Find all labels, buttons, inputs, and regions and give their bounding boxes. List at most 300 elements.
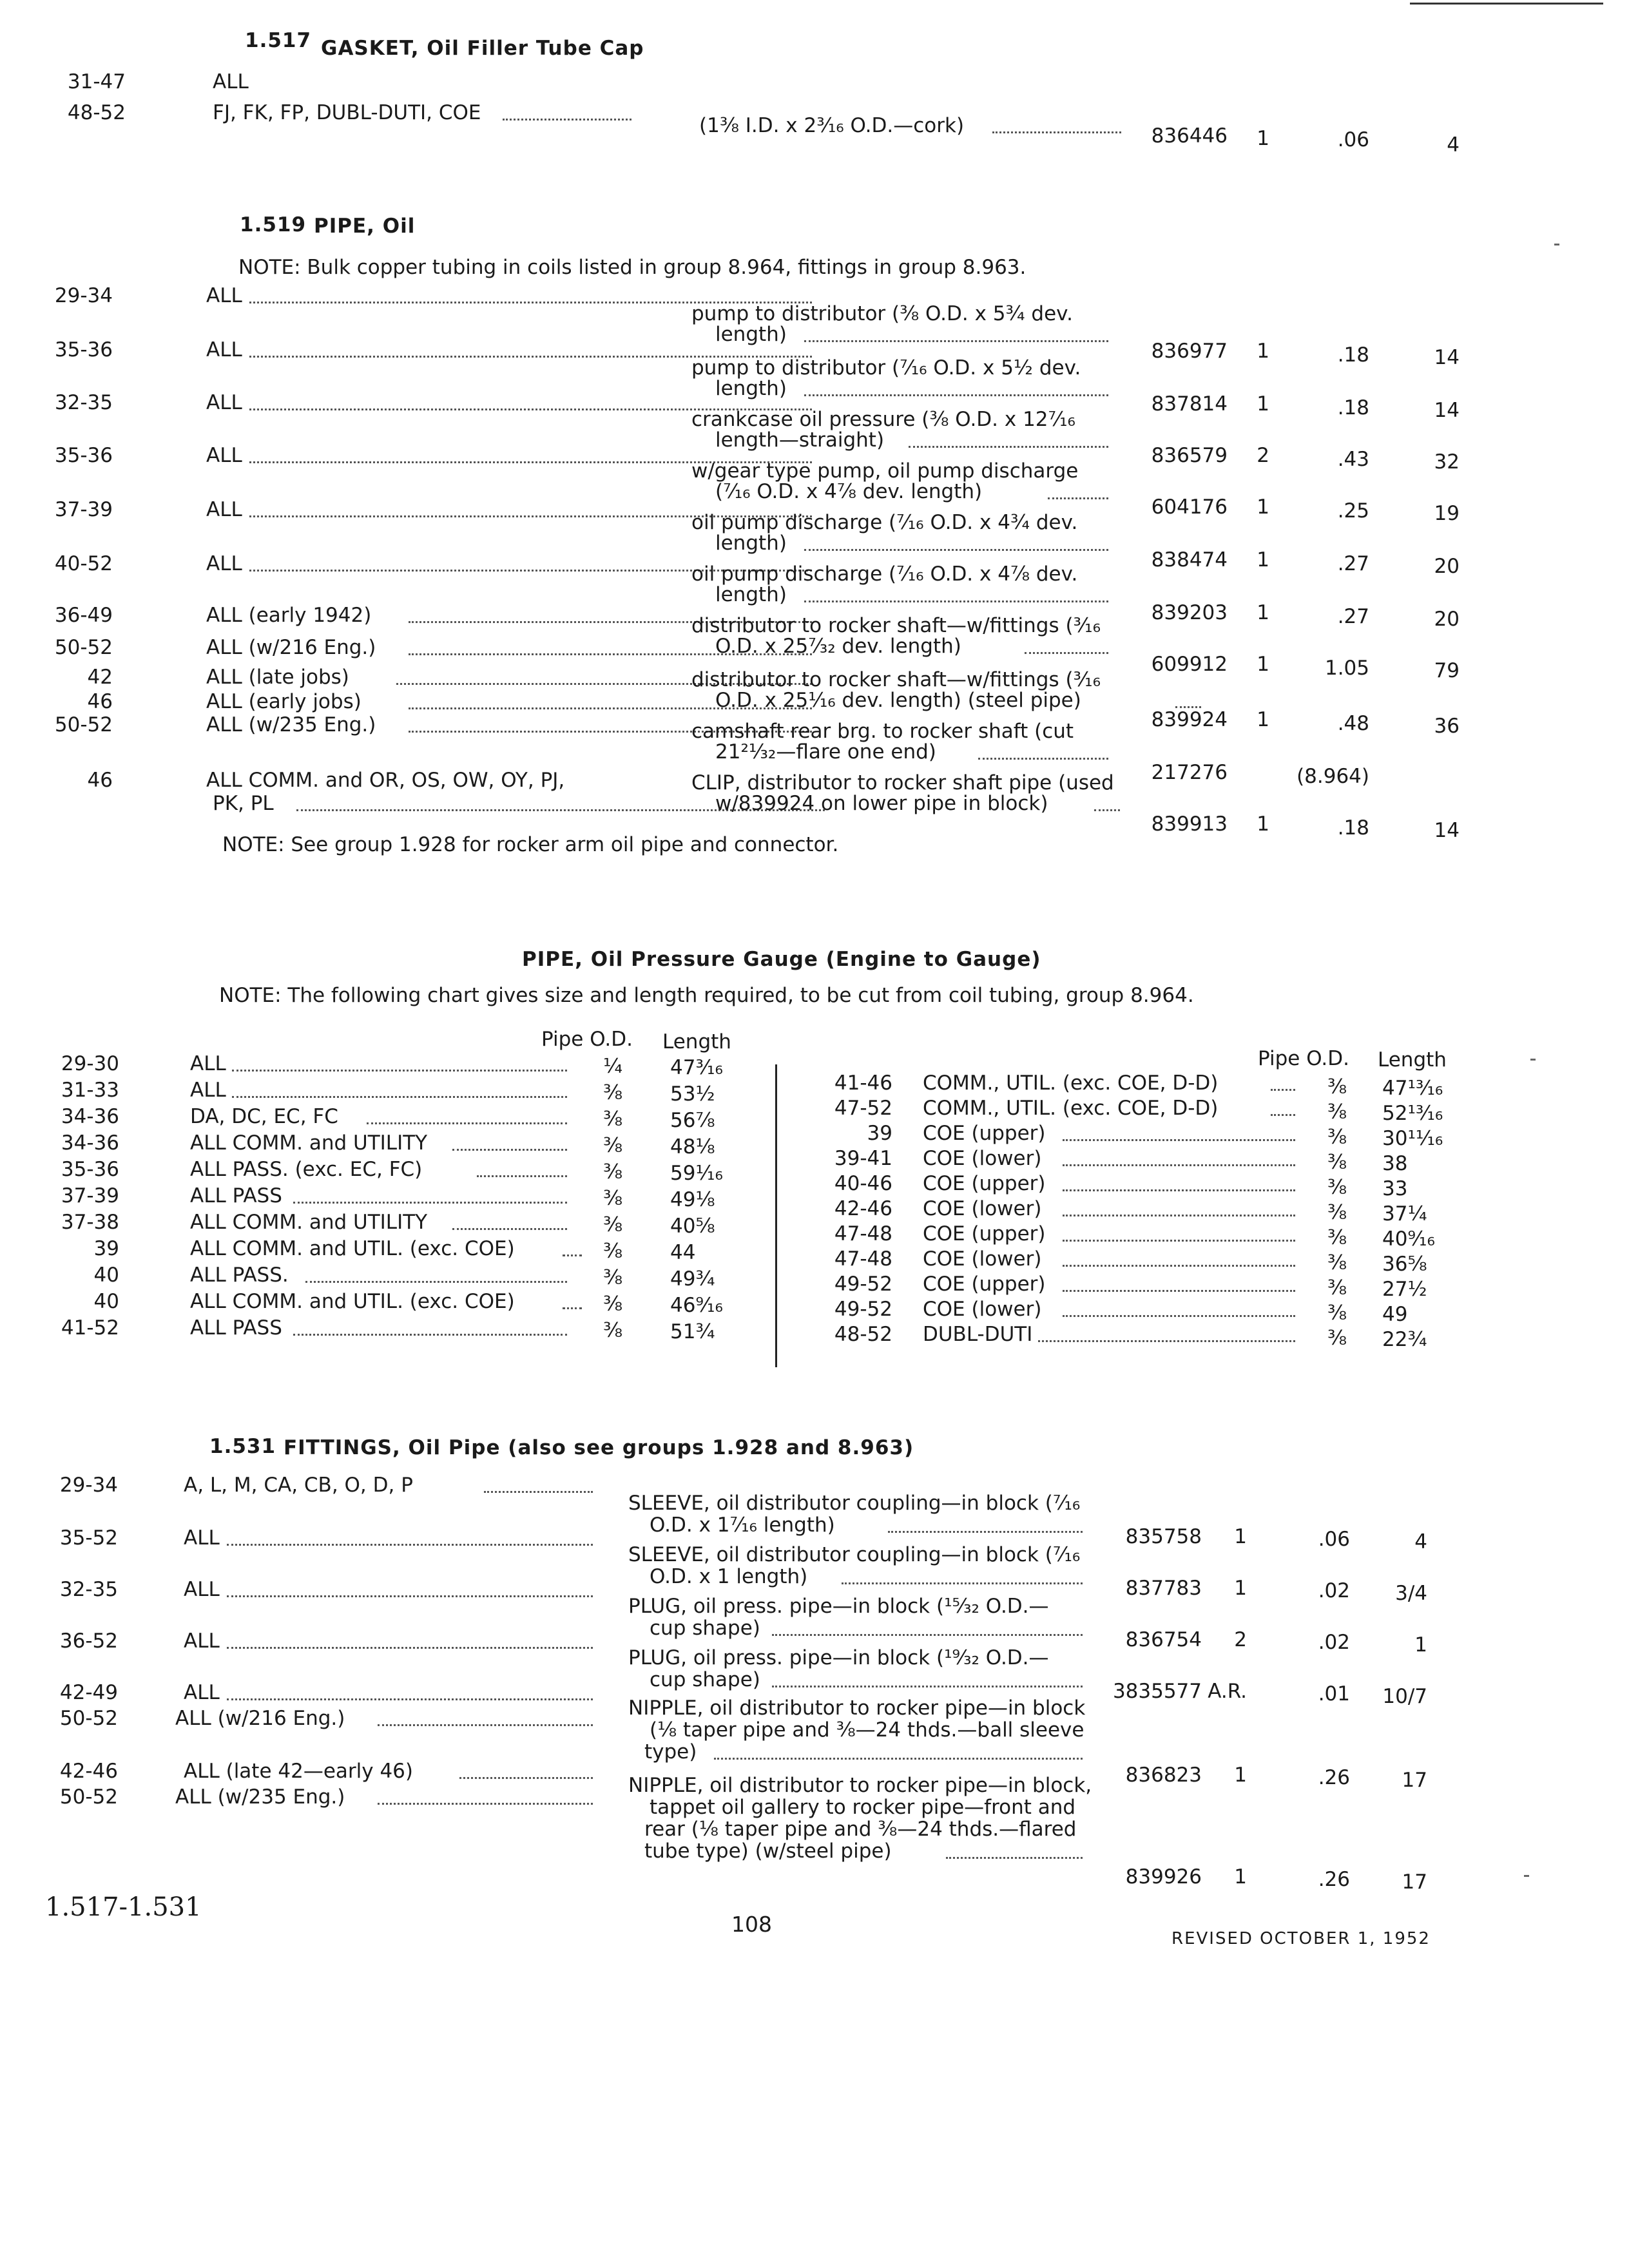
row-description: pump to distributor (⁷⁄₁₆ O.D. x 5½ dev. xyxy=(691,356,1081,380)
row-models: ALL xyxy=(184,1629,220,1653)
row-description: O.D. x 25⁷⁄₃₂ dev. length) xyxy=(715,635,961,658)
row-models: ALL xyxy=(206,338,242,361)
row-years: 41-52 xyxy=(61,1316,119,1340)
row-description: crankcase oil pressure (⅜ O.D. x 12⁷⁄₁₆ xyxy=(691,408,1075,431)
row-pipe-od: ⅜ xyxy=(1327,1226,1347,1249)
section-title: GASKET, Oil Filler Tube Cap xyxy=(321,37,644,60)
row-length: 37¼ xyxy=(1382,1202,1427,1225)
section-number: 1.517 xyxy=(245,29,312,52)
dot-leader xyxy=(842,1582,1083,1584)
section-number: 1.531 xyxy=(209,1435,276,1458)
row-part-number: 839913 xyxy=(1151,812,1228,836)
column-header-length: Length xyxy=(662,1030,731,1053)
row-models: ALL xyxy=(184,1578,220,1601)
row-price: .25 xyxy=(1337,499,1369,523)
row-quantity: 1 xyxy=(1257,708,1269,731)
row-description: O.D. x 1⁷⁄₁₆ length) xyxy=(650,1514,835,1537)
row-description: length) xyxy=(715,583,787,606)
row-description: camshaft rear brg. to rocker shaft (cut xyxy=(691,720,1074,743)
row-years: 47-48 xyxy=(834,1222,892,1245)
row-price: 1.05 xyxy=(1324,657,1369,680)
dot-leader xyxy=(563,1307,582,1309)
row-years: 35-36 xyxy=(54,444,113,467)
dot-leader xyxy=(804,340,1108,342)
dot-leader xyxy=(503,119,631,120)
dot-leader xyxy=(992,131,1121,133)
row-pipe-od: ⅜ xyxy=(1327,1100,1347,1124)
row-pipe-od: ⅜ xyxy=(1327,1251,1347,1274)
row-years: 36-49 xyxy=(54,604,113,627)
row-code: 17 xyxy=(1402,1870,1427,1894)
row-part-number: 3835577 xyxy=(1112,1680,1202,1703)
top-rule xyxy=(1410,3,1603,5)
row-quantity: 1 xyxy=(1257,392,1269,416)
row-models: ALL (w/216 Eng.) xyxy=(206,636,376,659)
section-number: 1.519 xyxy=(240,213,307,236)
row-part-number: 839924 xyxy=(1151,708,1228,731)
row-description: cup shape) xyxy=(650,1668,760,1691)
dot-leader xyxy=(1048,497,1108,499)
row-years: 35-52 xyxy=(59,1526,118,1550)
row-price: .48 xyxy=(1337,712,1369,735)
row-models: A, L, M, CA, CB, O, D, P xyxy=(184,1474,413,1497)
dot-leader xyxy=(909,446,1108,448)
row-price: .02 xyxy=(1318,1579,1350,1602)
row-length: 22¾ xyxy=(1382,1328,1427,1351)
row-part-number: 839203 xyxy=(1151,601,1228,624)
dot-leader xyxy=(888,1531,1083,1533)
row-length: 47¹³⁄₁₆ xyxy=(1382,1077,1443,1100)
row-part-number: 837814 xyxy=(1151,392,1228,416)
row-price: .18 xyxy=(1337,343,1369,367)
row-models: ALL xyxy=(213,70,249,93)
row-part-number: 609912 xyxy=(1151,653,1228,676)
row-description: rear (⅛ taper pipe and ⅜—24 thds.—flared xyxy=(644,1818,1077,1841)
row-length: 59¹⁄₁₆ xyxy=(670,1162,723,1185)
dot-leader xyxy=(459,1777,593,1779)
row-group-reference: (8.964) xyxy=(1296,765,1369,788)
row-length: 27½ xyxy=(1382,1278,1427,1301)
dot-leader xyxy=(452,1228,567,1230)
row-pipe-od: ⅜ xyxy=(602,1213,622,1236)
row-pipe-od: ¼ xyxy=(602,1055,622,1078)
row-quantity: 1 xyxy=(1234,1763,1247,1787)
row-years: 42-49 xyxy=(59,1681,118,1704)
row-years: 48-52 xyxy=(67,101,126,124)
row-price: .27 xyxy=(1337,552,1369,575)
row-quantity: 2 xyxy=(1234,1628,1247,1651)
row-quantity: 1 xyxy=(1257,812,1269,836)
scan-speck xyxy=(1530,1059,1536,1061)
row-models: ALL xyxy=(190,1052,226,1075)
row-part-number: 836754 xyxy=(1125,1628,1202,1651)
row-description: CLIP, distributor to rocker shaft pipe (used xyxy=(691,771,1114,794)
row-quantity: 1 xyxy=(1257,601,1269,624)
row-pipe-od: ⅜ xyxy=(1327,1327,1347,1350)
row-description: NIPPLE, oil distributor to rocker pipe—in block, xyxy=(628,1774,1092,1797)
row-models: ALL COMM. and OR, OS, OW, OY, PJ, xyxy=(206,769,565,792)
row-part-number: 836977 xyxy=(1151,340,1228,363)
row-description: length) xyxy=(715,377,787,400)
row-years: 29-34 xyxy=(59,1474,118,1497)
row-code: 20 xyxy=(1434,608,1460,631)
row-models: ALL xyxy=(206,284,242,307)
dot-leader xyxy=(804,601,1108,602)
row-description: w/gear type pump, oil pump discharge xyxy=(691,459,1079,483)
row-description: (⁷⁄₁₆ O.D. x 4⅞ dev. length) xyxy=(715,480,983,503)
dot-leader xyxy=(484,1491,593,1493)
dot-leader xyxy=(1094,809,1120,811)
row-models: ALL xyxy=(184,1526,220,1550)
dot-leader xyxy=(227,1698,593,1700)
dot-leader xyxy=(563,1254,582,1256)
row-description: w/839924 on lower pipe in block) xyxy=(715,792,1048,815)
row-years: 47-52 xyxy=(834,1097,892,1120)
column-header-length: Length xyxy=(1378,1048,1447,1072)
row-length: 38 xyxy=(1382,1152,1408,1175)
dot-leader xyxy=(1063,1265,1295,1267)
dot-leader xyxy=(232,1096,567,1098)
row-models: ALL xyxy=(206,552,242,575)
row-models: ALL COMM. and UTIL. (exc. COE) xyxy=(190,1290,515,1313)
dot-leader xyxy=(227,1595,593,1597)
row-code: 1 xyxy=(1414,1633,1427,1657)
row-length: 36⅝ xyxy=(1382,1253,1427,1276)
row-models: COE (upper) xyxy=(923,1172,1046,1195)
footer-revised-date: REVISED OCTOBER 1, 1952 xyxy=(1171,1929,1431,1948)
scan-speck xyxy=(1524,1875,1529,1877)
row-years: 29-34 xyxy=(54,284,113,307)
row-price: .06 xyxy=(1337,128,1369,151)
footer-page-number: 108 xyxy=(731,1912,772,1937)
section-note: NOTE: The following chart gives size and length required, to be cut from coil tubing, group 8.964. xyxy=(219,984,1194,1007)
row-part-number: 836823 xyxy=(1125,1763,1202,1787)
row-years: 37-39 xyxy=(54,498,113,521)
row-models: COMM., UTIL. (exc. COE, D-D) xyxy=(923,1097,1219,1120)
row-part-number: 217276 xyxy=(1151,761,1228,784)
row-models: COE (lower) xyxy=(923,1247,1042,1271)
row-description: oil pump discharge (⁷⁄₁₆ O.D. x 4⅞ dev. xyxy=(691,562,1078,586)
row-quantity: 1 xyxy=(1234,1577,1247,1600)
row-models: DUBL-DUTI xyxy=(923,1323,1033,1346)
row-pipe-od: ⅜ xyxy=(1327,1276,1347,1300)
row-length: 52¹³⁄₁₆ xyxy=(1382,1102,1443,1125)
column-header-pipe-od: Pipe O.D. xyxy=(541,1028,633,1051)
dot-leader xyxy=(1271,1114,1295,1116)
dot-leader xyxy=(1063,1215,1295,1216)
dot-leader xyxy=(305,1281,567,1283)
row-models: COE (upper) xyxy=(923,1222,1046,1245)
row-quantity: 1 xyxy=(1257,653,1269,676)
row-years: 50-52 xyxy=(59,1707,118,1730)
row-code: 36 xyxy=(1434,715,1460,738)
row-pipe-od: ⅜ xyxy=(602,1108,622,1131)
column-divider xyxy=(775,1064,777,1367)
row-description: O.D. x 25¹⁄₁₆ dev. length) (steel pipe) xyxy=(715,689,1081,712)
row-years: 32-35 xyxy=(54,391,113,414)
row-price: .27 xyxy=(1337,605,1369,628)
row-part-number: 835758 xyxy=(1125,1525,1202,1548)
dot-leader xyxy=(1063,1240,1295,1242)
row-description: tube type) (w/steel pipe) xyxy=(644,1840,892,1863)
row-years: 37-38 xyxy=(61,1211,119,1234)
row-description: PLUG, oil press. pipe—in block (¹⁵⁄₃₂ O.D.— xyxy=(628,1595,1049,1618)
column-header-pipe-od: Pipe O.D. xyxy=(1258,1047,1349,1070)
dot-leader xyxy=(477,1175,567,1177)
row-pipe-od: ⅜ xyxy=(1327,1126,1347,1149)
row-description: SLEEVE, oil distributor coupling—in block (⁷⁄₁₆ xyxy=(628,1543,1081,1566)
row-part-number: 839926 xyxy=(1125,1865,1202,1888)
row-pipe-od: ⅜ xyxy=(602,1187,622,1210)
row-description: tappet oil gallery to rocker pipe—front and xyxy=(650,1796,1076,1819)
row-price: .18 xyxy=(1337,396,1369,419)
dot-leader xyxy=(227,1544,593,1546)
row-years: 39 xyxy=(93,1237,119,1260)
row-years: 50-52 xyxy=(54,713,113,736)
row-years: 46 xyxy=(87,690,113,713)
row-years: 41-46 xyxy=(834,1072,892,1095)
row-description: pump to distributor (⅜ O.D. x 5¾ dev. xyxy=(691,302,1073,325)
row-models: ALL COMM. and UTILITY xyxy=(190,1211,428,1234)
row-years: 39 xyxy=(867,1122,892,1145)
row-models: ALL (late 42—early 46) xyxy=(184,1760,414,1783)
row-length: 40⁹⁄₁₆ xyxy=(1382,1227,1435,1251)
row-pipe-od: ⅜ xyxy=(602,1266,622,1289)
dot-leader xyxy=(227,1647,593,1649)
dot-leader xyxy=(804,549,1108,551)
row-models: DA, DC, EC, FC xyxy=(190,1105,338,1128)
row-price: .01 xyxy=(1318,1682,1350,1706)
dot-leader xyxy=(409,707,812,709)
row-price: .06 xyxy=(1318,1528,1350,1551)
row-years: 50-52 xyxy=(59,1785,118,1809)
row-description: PLUG, oil press. pipe—in block (¹⁹⁄₃₂ O.D.— xyxy=(628,1646,1049,1669)
row-code: 14 xyxy=(1434,346,1460,369)
row-years: 29-30 xyxy=(61,1052,119,1075)
row-price: .43 xyxy=(1337,448,1369,471)
dot-leader xyxy=(293,1202,567,1204)
row-length: 56⅞ xyxy=(670,1109,715,1132)
dot-leader xyxy=(293,1334,567,1336)
row-description: (⅛ taper pipe and ⅜—24 thds.—ball sleeve xyxy=(650,1718,1084,1742)
section-note: NOTE: See group 1.928 for rocker arm oil pipe and connector. xyxy=(222,833,839,856)
row-years: 35-36 xyxy=(61,1158,119,1181)
row-length: 47³⁄₁₆ xyxy=(670,1056,723,1079)
row-description: type) xyxy=(644,1740,697,1763)
row-length: 30¹¹⁄₁₆ xyxy=(1382,1127,1443,1150)
row-models: ALL (w/235 Eng.) xyxy=(206,713,376,736)
row-models: ALL (early 1942) xyxy=(206,604,372,627)
scan-speck xyxy=(1554,244,1559,245)
row-models: COE (upper) xyxy=(923,1273,1046,1296)
row-models: ALL xyxy=(190,1079,226,1102)
row-part-number: 836579 xyxy=(1151,444,1228,467)
dot-leader xyxy=(367,1122,567,1124)
row-quantity: A.R. xyxy=(1208,1680,1247,1703)
row-description: distributor to rocker shaft—w/fittings (³⁄₁₆ xyxy=(691,614,1101,637)
section-note: NOTE: Bulk copper tubing in coils listed in group 8.964, fittings in group 8.963. xyxy=(238,256,1027,279)
row-code: 14 xyxy=(1434,399,1460,422)
row-years: 32-35 xyxy=(59,1578,118,1601)
row-years: 34-36 xyxy=(61,1131,119,1155)
row-part-number: 836446 xyxy=(1151,124,1228,148)
row-price: .26 xyxy=(1318,1766,1350,1789)
dot-leader xyxy=(1063,1290,1295,1292)
dot-leader xyxy=(1038,1340,1295,1342)
row-quantity: 1 xyxy=(1234,1525,1247,1548)
row-description: SLEEVE, oil distributor coupling—in block (⁷⁄₁₆ xyxy=(628,1492,1081,1515)
row-description: cup shape) xyxy=(650,1617,760,1640)
row-quantity: 1 xyxy=(1257,548,1269,572)
row-pipe-od: ⅜ xyxy=(602,1319,622,1342)
dot-leader xyxy=(978,758,1108,760)
row-pipe-od: ⅜ xyxy=(602,1160,622,1184)
row-description: length—straight) xyxy=(715,428,885,452)
row-description: NIPPLE, oil distributor to rocker pipe—in block xyxy=(628,1696,1086,1720)
section-title: FITTINGS, Oil Pipe (also see groups 1.928 and 8.963) xyxy=(284,1436,914,1459)
row-quantity: 1 xyxy=(1257,495,1269,519)
dot-leader xyxy=(714,1758,1083,1760)
row-price: .26 xyxy=(1318,1868,1350,1891)
row-quantity: 2 xyxy=(1257,444,1269,467)
row-models: ALL COMM. and UTIL. (exc. COE) xyxy=(190,1237,515,1260)
dot-leader xyxy=(378,1803,593,1805)
row-description: length) xyxy=(715,323,787,346)
row-quantity: 1 xyxy=(1234,1865,1247,1888)
row-length: 44 xyxy=(670,1241,696,1264)
dot-leader xyxy=(1063,1315,1295,1317)
row-price: .02 xyxy=(1318,1631,1350,1654)
row-models: COE (lower) xyxy=(923,1197,1042,1220)
row-pipe-od: ⅜ xyxy=(1327,1201,1347,1224)
section-title: PIPE, Oil xyxy=(314,215,416,238)
row-models: ALL PASS xyxy=(190,1184,282,1207)
row-pipe-od: ⅜ xyxy=(602,1134,622,1157)
dot-leader xyxy=(772,1686,1083,1687)
row-years: 42-46 xyxy=(59,1760,118,1783)
row-years: 42 xyxy=(87,666,113,689)
dot-leader xyxy=(1063,1139,1295,1141)
row-code: 14 xyxy=(1434,819,1460,842)
dot-leader xyxy=(452,1149,567,1151)
dot-leader xyxy=(378,1724,593,1726)
row-years: 31-47 xyxy=(67,70,126,93)
row-years: 40 xyxy=(93,1290,119,1313)
row-length: 46⁹⁄₁₆ xyxy=(670,1294,723,1317)
row-years: 50-52 xyxy=(54,636,113,659)
dot-leader xyxy=(804,394,1108,396)
row-models: ALL (w/216 Eng.) xyxy=(175,1707,345,1730)
row-models: ALL (late jobs) xyxy=(206,666,349,689)
section-title: PIPE, Oil Pressure Gauge (Engine to Gauge) xyxy=(522,948,1041,971)
row-models: COE (lower) xyxy=(923,1147,1042,1170)
row-length: 53½ xyxy=(670,1082,715,1106)
row-code: 10/7 xyxy=(1382,1685,1427,1708)
row-code: 19 xyxy=(1434,502,1460,525)
row-models: COE (lower) xyxy=(923,1298,1042,1321)
row-models: ALL (early jobs) xyxy=(206,690,361,713)
row-code: 32 xyxy=(1434,450,1460,474)
row-pipe-od: ⅜ xyxy=(602,1240,622,1263)
row-models: ALL COMM. and UTILITY xyxy=(190,1131,428,1155)
row-code: 17 xyxy=(1402,1769,1427,1792)
row-models: COE (upper) xyxy=(923,1122,1046,1145)
row-pipe-od: ⅜ xyxy=(1327,1302,1347,1325)
row-models: ALL xyxy=(206,391,242,414)
row-part-number: 837783 xyxy=(1125,1577,1202,1600)
row-length: 40⅝ xyxy=(670,1215,715,1238)
row-code: 4 xyxy=(1447,133,1460,157)
row-years: 46 xyxy=(87,769,113,792)
row-part-number: 604176 xyxy=(1151,495,1228,519)
row-pipe-od: ⅜ xyxy=(602,1293,622,1316)
row-code: 79 xyxy=(1434,659,1460,682)
row-years: 40-52 xyxy=(54,552,113,575)
row-pipe-od: ⅜ xyxy=(602,1081,622,1104)
row-description: distributor to rocker shaft—w/fittings (³⁄₁₆ xyxy=(691,668,1101,691)
row-quantity: 1 xyxy=(1257,127,1269,150)
row-years: 40 xyxy=(93,1264,119,1287)
row-years: 47-48 xyxy=(834,1247,892,1271)
row-description: 21²¹⁄₃₂—flare one end) xyxy=(715,740,936,764)
dot-leader xyxy=(1025,652,1108,654)
row-code: 4 xyxy=(1414,1530,1427,1553)
dot-leader xyxy=(772,1634,1083,1636)
row-years: 42-46 xyxy=(834,1197,892,1220)
row-models: ALL xyxy=(206,498,242,521)
row-length: 48⅛ xyxy=(670,1135,715,1158)
row-models: PK, PL xyxy=(213,792,274,815)
footer-section-range: 1.517-1.531 xyxy=(45,1892,202,1922)
row-models: ALL xyxy=(184,1681,220,1704)
row-models: ALL xyxy=(206,444,242,467)
dot-leader xyxy=(1271,1089,1295,1091)
dot-leader xyxy=(232,1070,567,1072)
row-length: 33 xyxy=(1382,1177,1408,1200)
row-years: 40-46 xyxy=(834,1172,892,1195)
row-years: 48-52 xyxy=(834,1323,892,1346)
row-models: FJ, FK, FP, DUBL-DUTI, COE xyxy=(213,101,481,124)
dot-leader xyxy=(946,1857,1083,1859)
row-models: ALL (w/235 Eng.) xyxy=(175,1785,345,1809)
dot-leader xyxy=(1063,1189,1295,1191)
row-description: (1⅜ I.D. x 2³⁄₁₆ O.D.—cork) xyxy=(699,114,965,137)
row-length: 49¾ xyxy=(670,1267,715,1291)
row-models: ALL PASS xyxy=(190,1316,282,1340)
row-models: COMM., UTIL. (exc. COE, D-D) xyxy=(923,1072,1219,1095)
row-years: 49-52 xyxy=(834,1273,892,1296)
row-description: length) xyxy=(715,532,787,555)
row-pipe-od: ⅜ xyxy=(1327,1176,1347,1199)
row-code: 3/4 xyxy=(1395,1582,1427,1605)
row-length: 49⅛ xyxy=(670,1188,715,1211)
row-code: 20 xyxy=(1434,555,1460,578)
row-description: O.D. x 1 length) xyxy=(650,1565,808,1588)
row-years: 39-41 xyxy=(834,1147,892,1170)
row-years: 34-36 xyxy=(61,1105,119,1128)
dot-leader xyxy=(1063,1164,1295,1166)
dot-leader xyxy=(409,653,812,655)
row-years: 31-33 xyxy=(61,1079,119,1102)
row-length: 49 xyxy=(1382,1303,1408,1326)
row-models: ALL PASS. xyxy=(190,1264,289,1287)
row-years: 36-52 xyxy=(59,1629,118,1653)
row-pipe-od: ⅜ xyxy=(1327,1075,1347,1099)
row-price: .18 xyxy=(1337,816,1369,840)
row-models: ALL PASS. (exc. EC, FC) xyxy=(190,1158,423,1181)
row-years: 49-52 xyxy=(834,1298,892,1321)
row-part-number: 838474 xyxy=(1151,548,1228,572)
